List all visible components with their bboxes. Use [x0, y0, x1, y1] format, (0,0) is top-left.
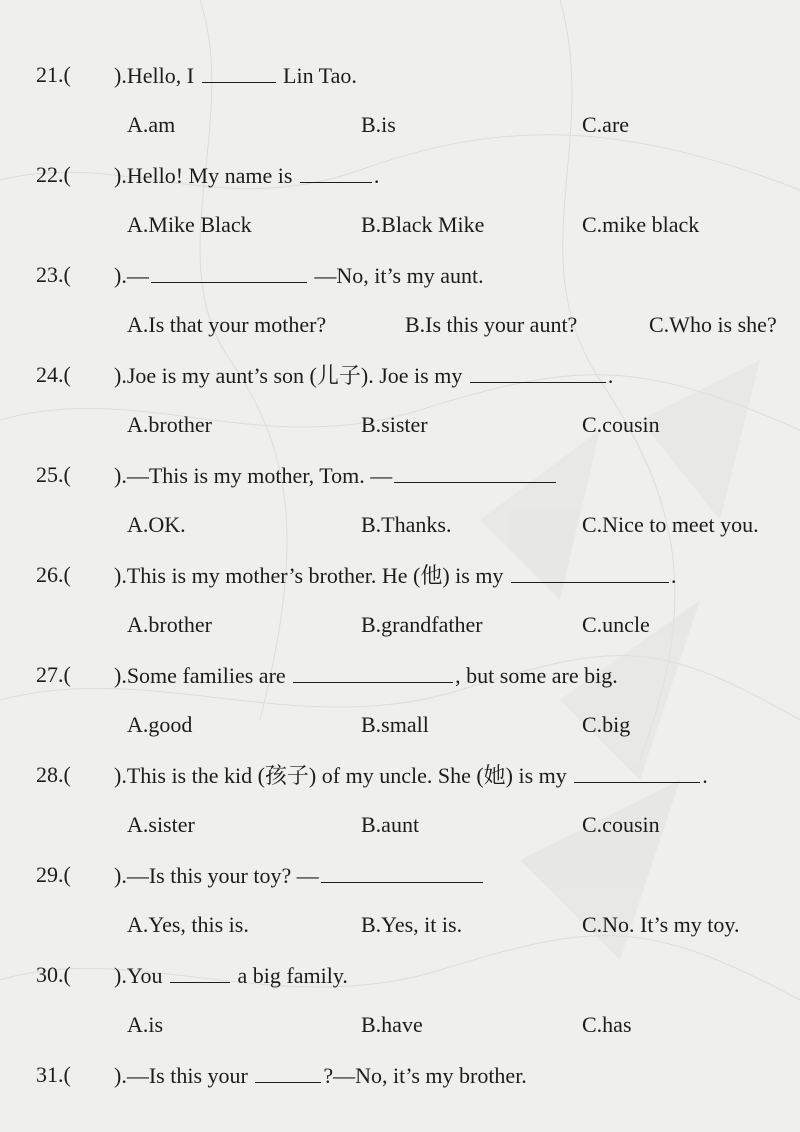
option-b[interactable]: B.have: [361, 1012, 423, 1037]
question-number: 29.(: [36, 862, 71, 887]
question-27: [0, 660, 800, 690]
question-number: 26.(: [36, 562, 71, 587]
option-a[interactable]: A.Mike Black: [127, 212, 252, 237]
options-row: [0, 910, 800, 940]
question-number: 25.(: [36, 462, 71, 487]
question-number: 24.(: [36, 362, 71, 387]
answer-blank[interactable]: [470, 360, 606, 383]
question-text-pre: ).Some families are: [114, 663, 292, 688]
question-text-pre: ).Hello! My name is: [114, 163, 298, 188]
option-c[interactable]: C.has: [582, 1012, 632, 1037]
option-c[interactable]: C.Who is she?: [649, 312, 777, 337]
answer-bracket-space[interactable]: [80, 360, 112, 388]
question-26: [0, 560, 800, 590]
option-b[interactable]: B.Yes, it is.: [361, 912, 463, 937]
options-row: [0, 310, 800, 340]
options-row: [0, 1010, 800, 1040]
question-number: 31.(: [36, 1062, 71, 1087]
options-row: [0, 510, 800, 540]
option-b[interactable]: B.aunt: [361, 812, 420, 837]
question-text: [114, 660, 618, 691]
question-text: [114, 960, 348, 991]
question-text-post: .: [702, 763, 708, 788]
question-28: [0, 760, 800, 790]
answer-bracket-space[interactable]: [80, 60, 112, 88]
option-a[interactable]: A.Yes, this is.: [127, 912, 249, 937]
option-b[interactable]: B.Thanks.: [361, 512, 452, 537]
option-c[interactable]: C.big: [582, 712, 631, 737]
question-text: [114, 360, 613, 391]
options-row: [0, 210, 800, 240]
answer-bracket-space[interactable]: [80, 260, 112, 288]
question-text-pre: ).—Is this your toy? —: [114, 863, 319, 888]
question-text-post: , but some are big.: [455, 663, 618, 688]
question-text-post: ?—No, it’s my brother.: [323, 1063, 527, 1088]
answer-bracket-space[interactable]: [80, 560, 112, 588]
answer-blank[interactable]: [202, 60, 276, 83]
option-c[interactable]: C.are: [582, 112, 630, 137]
option-c[interactable]: C.mike black: [582, 212, 700, 237]
question-31: [0, 1060, 800, 1090]
option-b[interactable]: B.Black Mike: [361, 212, 485, 237]
answer-bracket-space[interactable]: [80, 160, 112, 188]
question-30: [0, 960, 800, 990]
options-row: [0, 110, 800, 140]
question-text-pre: ).You: [114, 963, 169, 988]
question-24: [0, 360, 800, 390]
question-number: 27.(: [36, 662, 71, 687]
question-number: 23.(: [36, 262, 71, 287]
question-text-pre: ).This is the kid (孩子) of my uncle. She (她) is my: [114, 763, 573, 788]
option-c[interactable]: C.uncle: [582, 612, 650, 637]
question-25: [0, 460, 800, 490]
option-c[interactable]: C.No. It’s my toy.: [582, 912, 740, 937]
option-a[interactable]: A.brother: [127, 612, 212, 637]
option-a[interactable]: A.brother: [127, 412, 212, 437]
option-c[interactable]: C.cousin: [582, 412, 660, 437]
question-22: [0, 160, 800, 190]
answer-bracket-space[interactable]: [80, 960, 112, 988]
option-a[interactable]: A.sister: [127, 812, 195, 837]
option-c[interactable]: C.Nice to meet you.: [582, 512, 759, 537]
answer-bracket-space[interactable]: [80, 760, 112, 788]
options-row: [0, 810, 800, 840]
question-text: [114, 1060, 527, 1091]
question-text: [114, 760, 708, 791]
question-text: [114, 260, 484, 291]
question-text: [114, 160, 379, 191]
question-23: [0, 260, 800, 290]
answer-bracket-space[interactable]: [80, 660, 112, 688]
question-21: [0, 60, 800, 90]
question-text: [114, 560, 676, 591]
question-text-pre: ).—This is my mother, Tom. —: [114, 463, 393, 488]
question-text-post: .: [373, 163, 380, 188]
option-a[interactable]: A.OK.: [127, 512, 186, 537]
question-text-post: Lin Tao.: [277, 63, 357, 88]
option-a[interactable]: A.good: [127, 712, 193, 737]
answer-blank[interactable]: [394, 460, 556, 483]
question-text-post: a big family.: [232, 963, 348, 988]
question-text-post: .: [607, 363, 614, 388]
question-text-pre: ).—Is this your: [114, 1063, 254, 1088]
answer-blank[interactable]: [293, 660, 453, 683]
answer-blank[interactable]: [300, 160, 372, 183]
answer-bracket-space[interactable]: [80, 460, 112, 488]
question-number: 28.(: [36, 762, 71, 787]
question-number: 22.(: [36, 162, 71, 187]
question-text: [114, 460, 558, 491]
options-row: [0, 410, 800, 440]
option-b[interactable]: B.is: [361, 112, 396, 137]
option-a[interactable]: A.am: [127, 112, 176, 137]
option-a[interactable]: A.Is that your mother?: [127, 312, 327, 337]
option-b[interactable]: B.small: [361, 712, 429, 737]
answer-blank[interactable]: [151, 260, 307, 283]
question-text: [114, 60, 357, 91]
question-number: 21.(: [36, 62, 71, 87]
question-text-post: .: [670, 563, 677, 588]
answer-blank[interactable]: [170, 960, 230, 983]
option-b[interactable]: B.grandfather: [361, 612, 483, 637]
question-text-pre: ).This is my mother’s brother. He (他) is my: [114, 563, 509, 588]
question-text-post: —No, it’s my aunt.: [308, 263, 484, 288]
answer-blank[interactable]: [255, 1060, 321, 1083]
option-a[interactable]: A.is: [127, 1012, 164, 1037]
option-b[interactable]: B.Is this your aunt?: [405, 312, 578, 337]
question-text-pre: ).—: [114, 263, 149, 288]
option-c[interactable]: C.cousin: [582, 812, 660, 837]
question-text: [114, 860, 485, 891]
option-b[interactable]: B.sister: [361, 412, 428, 437]
question-text-pre: ).Joe is my aunt’s son (儿子). Joe is my: [114, 363, 468, 388]
options-row: [0, 610, 800, 640]
answer-bracket-space[interactable]: [80, 860, 112, 888]
answer-blank[interactable]: [511, 560, 669, 583]
options-row: [0, 710, 800, 740]
answer-blank[interactable]: [321, 860, 483, 883]
answer-bracket-space[interactable]: [80, 1060, 112, 1088]
question-text-pre: ).Hello, I: [114, 63, 200, 88]
question-number: 30.(: [36, 962, 71, 987]
question-29: [0, 860, 800, 890]
answer-blank[interactable]: [574, 760, 700, 783]
